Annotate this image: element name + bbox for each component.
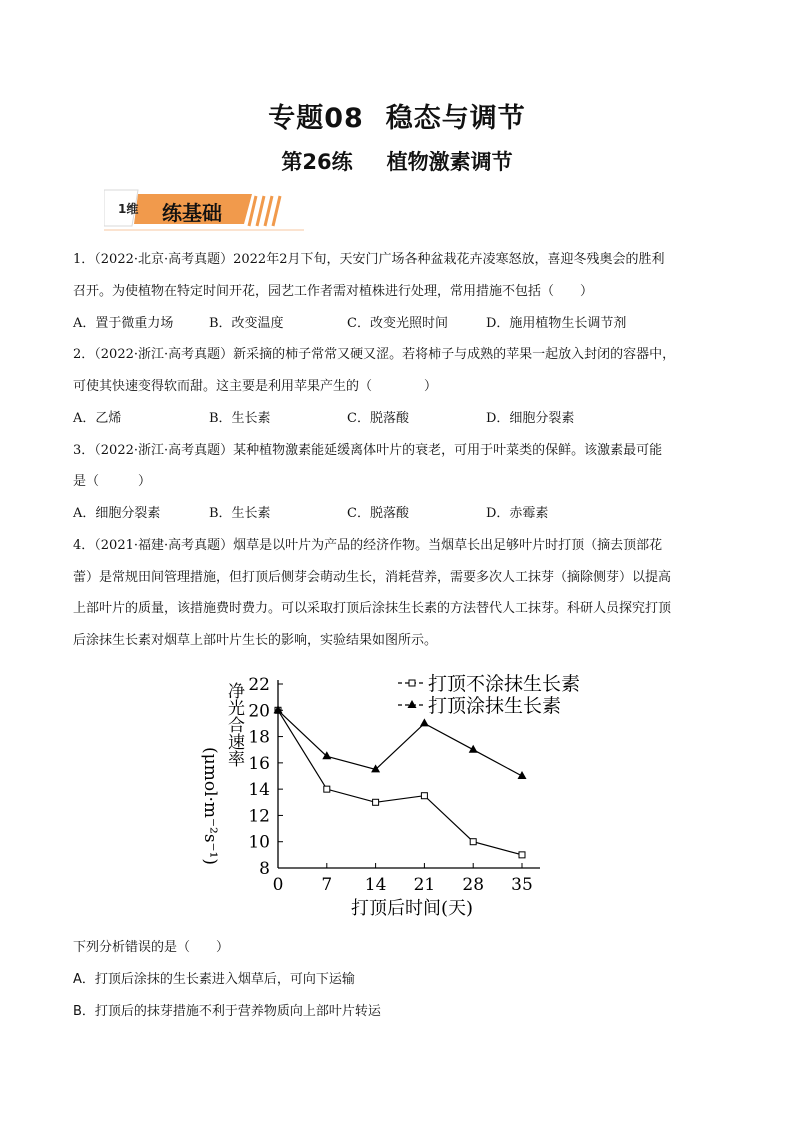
x-axis-label: 打顶后时间(天) xyxy=(350,898,474,919)
q1-option-a: A．置于微重力场 xyxy=(73,316,174,331)
q2-line1: 2．（2022·浙江·高考真题）新采摘的柿子常常又硬又涩。若将柿子与成熟的苹果一起放入封闭的容器中， xyxy=(73,347,676,362)
q4-question: 下列分析错误的是（ ） xyxy=(73,940,230,955)
legend-2-marker xyxy=(408,700,417,708)
q3-option-d: D．赤霉素 xyxy=(486,506,549,521)
x-tick-label-7: 7 xyxy=(321,875,333,895)
series-1-point-14 xyxy=(373,799,379,805)
page-subtitle xyxy=(0,146,794,176)
series-1-point-21 xyxy=(421,793,427,799)
section-tag: 1维 xyxy=(118,202,139,216)
y-tick-label-12: 12 xyxy=(248,806,270,827)
page-title xyxy=(0,96,794,135)
q2-option-b: B．生长素 xyxy=(209,411,271,426)
q4-line4: 后涂抹生长素对烟草上部叶片生长的影响，实验结果如图所示。 xyxy=(73,633,438,648)
q4-line3: 上部叶片的质量，该措施费时费力。可以采取打顶后涂抹生长素的方法替代人工抹芽。科研人员探究打顶 xyxy=(73,601,672,616)
q4-option-a: A．打顶后涂抹的生长素进入烟草后，可向下运输 xyxy=(73,972,355,987)
q3-option-b: B．生长素 xyxy=(209,506,271,521)
legend-1-label: 打顶不涂抹生长素 xyxy=(428,673,581,695)
x-tick-label-0: 0 xyxy=(272,875,284,895)
q1-option-b: B．改变温度 xyxy=(209,316,284,331)
q3-line1: 3．（2022·浙江·高考真题）某种植物激素能延缓离体叶片的衰老，可用于叶菜类的保鲜。该激素最可能 xyxy=(73,443,663,458)
series-1-point-28 xyxy=(470,839,476,845)
x-tick-label-14: 14 xyxy=(364,875,387,895)
y-axis-label: 净光合速率 xyxy=(224,682,244,767)
x-tick-label-21: 21 xyxy=(413,875,436,895)
q1-line1: 1．（2022·北京·高考真题）2022年2月下旬，天安门广场各种盆栽花卉凌寒怒放，喜迎冬残奥会的胜利 xyxy=(73,252,665,267)
y-tick-label-20: 20 xyxy=(248,701,270,722)
y-axis-title xyxy=(200,682,245,865)
series-2-point-21 xyxy=(420,718,429,726)
q4-option-b: B．打顶后的抹芽措施不利于营养物质向上部叶片转运 xyxy=(73,1004,381,1019)
section-label: 练基础 xyxy=(162,201,222,225)
q3-option-a: A．细胞分裂素 xyxy=(73,506,161,521)
q2-option-a: A．乙烯 xyxy=(73,411,122,426)
y-tick-label-14: 14 xyxy=(248,780,270,801)
series-1-line xyxy=(278,710,522,855)
x-tick-label-28: 28 xyxy=(462,875,485,895)
series-2-point-35 xyxy=(518,771,527,779)
q1-option-c: C．改变光照时间 xyxy=(347,316,448,331)
y-tick-label-22: 22 xyxy=(248,675,270,695)
y-tick-label-8: 8 xyxy=(259,859,270,879)
series-2-point-28 xyxy=(469,745,478,753)
y-tick-label-18: 18 xyxy=(248,727,270,748)
q1-line2: 召开。为使植物在特定时间开花，园艺工作者需对植株进行处理，常用措施不包括（ ） xyxy=(73,284,594,299)
title-topic-name: 稳态与调节 xyxy=(385,103,526,134)
series-1-point-7 xyxy=(324,786,330,792)
q4-line2: 蕾）是常规田间管理措施，但打顶后侧芽会萌动生长，消耗营养，需要多次人工抹芽（摘除侧芽）以提高 xyxy=(73,570,672,585)
q2-option-c: C．脱落酸 xyxy=(347,411,409,426)
q3-line2: 是（ ） xyxy=(73,474,152,489)
subtitle-practice-number: 第26练 xyxy=(281,150,353,174)
series-2-line xyxy=(278,710,522,776)
q2-option-d: D．细胞分裂素 xyxy=(486,411,575,426)
q2-line2: 可使其快速变得软而甜。这主要是利用苹果产生的（ ） xyxy=(73,379,438,394)
photosynthesis-line-chart xyxy=(190,666,610,922)
y-tick-label-16: 16 xyxy=(248,753,270,774)
q3-option-c: C．脱落酸 xyxy=(347,506,409,521)
q1-option-d: D．施用植物生长调节剂 xyxy=(486,316,627,331)
legend-2-label: 打顶涂抹生长素 xyxy=(428,695,562,717)
y-tick-label-10: 10 xyxy=(248,832,270,853)
legend-1-marker xyxy=(409,680,415,686)
title-topic-number: 专题08 xyxy=(268,103,364,134)
x-tick-label-35: 35 xyxy=(511,875,533,895)
series-1-point-35 xyxy=(519,852,525,858)
series-2-point-7 xyxy=(322,751,331,759)
q4-line1: 4．（2021·福建·高考真题）烟草是以叶片为产品的经济作物。当烟草长出足够叶片时打顶（摘去顶部花 xyxy=(73,538,663,553)
subtitle-practice-name: 植物激素调节 xyxy=(386,150,513,174)
y-axis-unit: (μmol·m⁻²s⁻¹) xyxy=(200,747,220,865)
